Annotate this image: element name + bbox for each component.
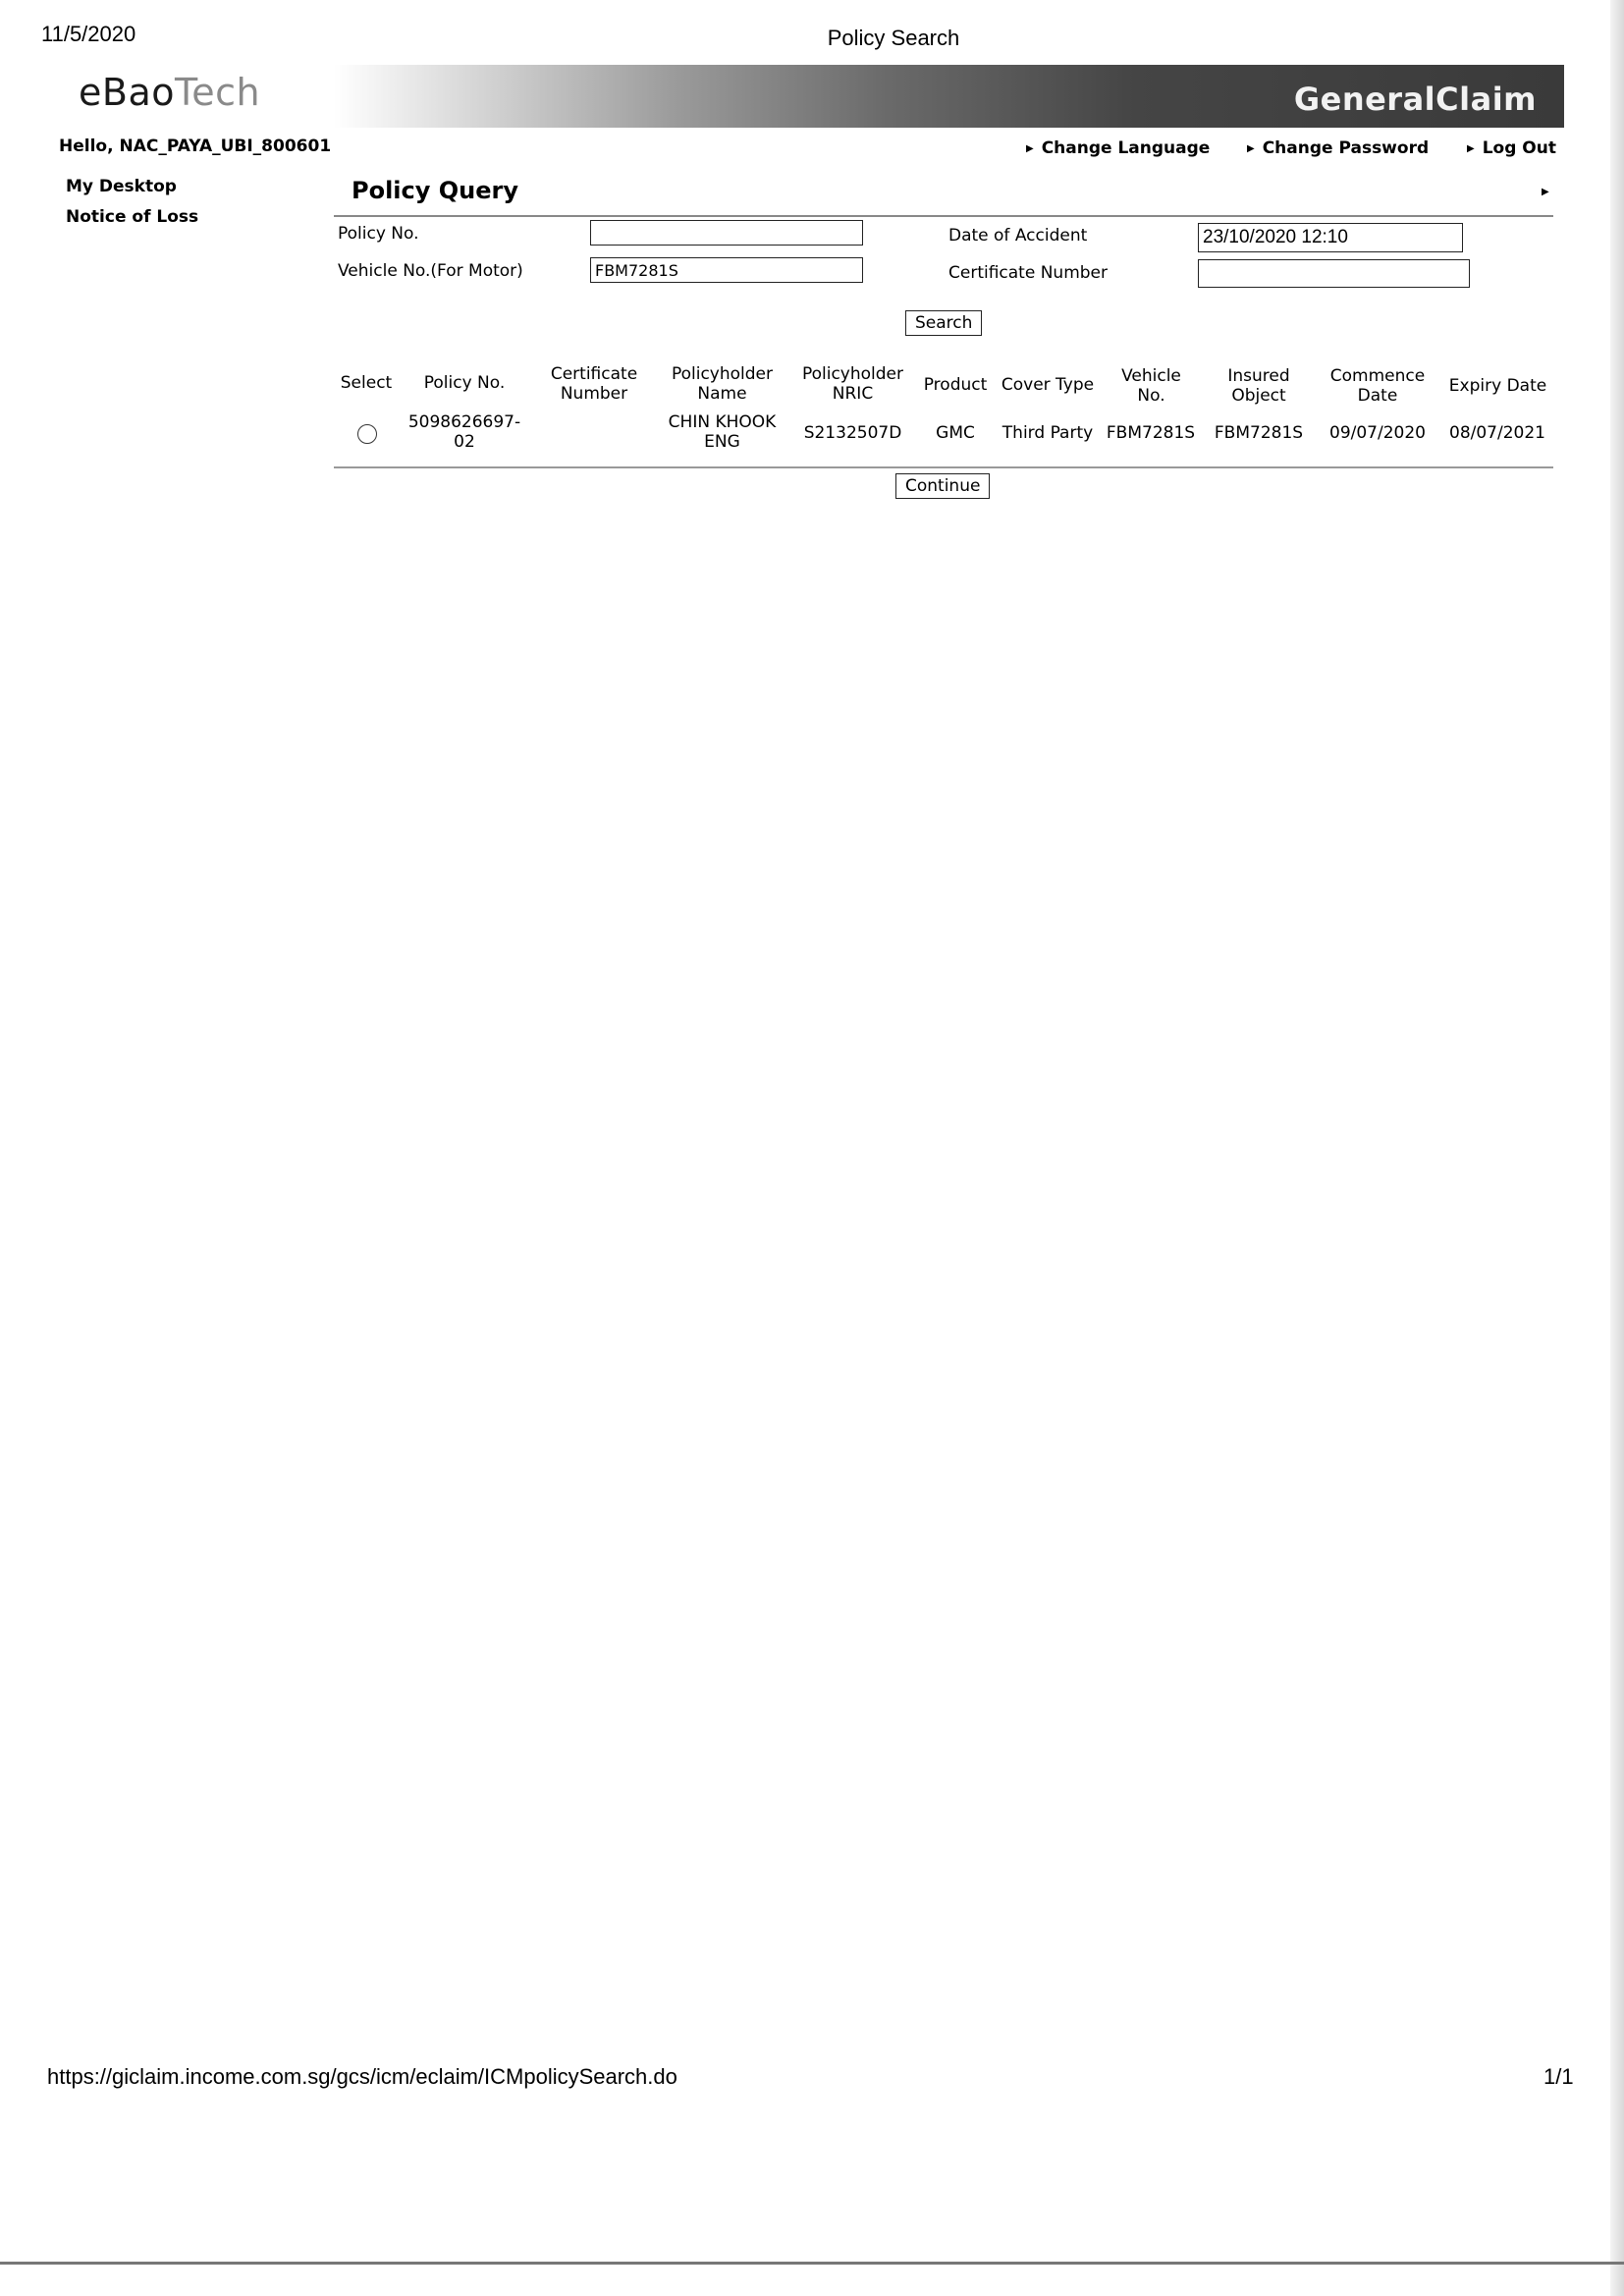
triangle-right-icon: ▶ [1026, 143, 1034, 154]
change-password-link[interactable] [1247, 138, 1429, 158]
col-header-vehicle-no [1105, 366, 1198, 406]
cell-policyholder-name [656, 412, 788, 452]
col-header-vehicle-line1: Vehicle [1121, 366, 1181, 386]
cell-cover-type: Third Party [1001, 423, 1094, 443]
col-header-policyholder-nric [791, 364, 914, 404]
policy-no-input[interactable] [590, 220, 863, 246]
print-header [0, 22, 1624, 51]
ebaotech-logo [79, 71, 260, 114]
vehicle-no-input[interactable] [590, 257, 863, 283]
col-header-commence-line2: Date [1357, 386, 1398, 406]
cell-policy-no [401, 412, 528, 452]
banner-title: GeneralClaim [1293, 81, 1537, 118]
col-header-holder-name-line2: Name [697, 384, 747, 404]
continue-button[interactable]: Continue [895, 473, 990, 499]
cell-product: GMC [936, 423, 975, 443]
col-header-commence-date [1324, 366, 1432, 406]
col-header-policy-no: Policy No. [423, 373, 506, 393]
col-header-commence-line1: Commence [1329, 366, 1426, 386]
scan-edge-bottom [0, 2262, 1624, 2265]
log-out-link[interactable] [1467, 138, 1556, 158]
print-footer-page: 1/1 [1543, 2064, 1574, 2089]
scan-edge-right [1610, 0, 1624, 2296]
triangle-right-icon: ▶ [1467, 143, 1475, 154]
col-header-certificate-line2: Number [560, 384, 628, 404]
logo-part-tech: Tech [174, 71, 261, 114]
sidebar-item-my-desktop[interactable]: My Desktop [66, 177, 177, 196]
print-date: 11/5/2020 [41, 22, 136, 46]
cell-policy-no-line1: 5098626697- [407, 412, 521, 432]
page-title: Policy Query [352, 177, 519, 204]
col-header-holder-nric-line1: Policyholder [801, 364, 904, 384]
certificate-number-label: Certificate Number [948, 263, 1108, 283]
col-header-insured-line1: Insured [1227, 366, 1290, 386]
top-links [0, 138, 1624, 162]
change-language-link[interactable] [1026, 138, 1210, 158]
cell-vehicle-no: FBM7281S [1106, 423, 1196, 443]
col-header-certificate-line1: Certificate [550, 364, 638, 384]
col-header-vehicle-line2: No. [1137, 386, 1165, 406]
sidebar [66, 177, 198, 238]
collapse-arrow-icon[interactable]: ▶ [1542, 187, 1549, 197]
cell-holder-name-line1: CHIN KHOOK [668, 412, 777, 432]
date-of-accident-input[interactable] [1198, 223, 1463, 252]
col-header-insured-line2: Object [1231, 386, 1286, 406]
policy-no-label: Policy No. [338, 224, 419, 244]
col-header-expiry-date: Expiry Date [1448, 376, 1547, 396]
col-header-holder-name-line1: Policyholder [671, 364, 774, 384]
change-language-label: Change Language [1041, 138, 1211, 158]
col-header-cover-type: Cover Type [1001, 375, 1095, 395]
section-divider [334, 215, 1553, 217]
vehicle-no-label: Vehicle No.(For Motor) [338, 261, 523, 281]
col-header-product: Product [923, 375, 988, 395]
col-header-insured-object [1210, 366, 1308, 406]
table-divider [334, 466, 1553, 468]
cell-commence-date: 09/07/2020 [1329, 423, 1426, 443]
col-header-select: Select [340, 373, 393, 393]
user-greeting: Hello, NAC_PAYA_UBI_800601 [59, 137, 332, 156]
cell-policy-no-line2: 02 [454, 432, 475, 452]
cell-holder-name-line2: ENG [704, 432, 740, 452]
cell-expiry-date: 08/07/2021 [1449, 423, 1545, 443]
triangle-right-icon: ▶ [1247, 143, 1255, 154]
date-of-accident-label: Date of Accident [948, 226, 1088, 246]
col-header-holder-nric-line2: NRIC [832, 384, 874, 404]
search-button[interactable]: Search [905, 310, 982, 336]
col-header-certificate-number [540, 364, 648, 404]
sidebar-item-notice-of-loss[interactable]: Notice of Loss [66, 207, 199, 227]
cell-policyholder-nric: S2132507D [803, 423, 902, 443]
certificate-number-input[interactable] [1198, 259, 1470, 288]
select-radio[interactable] [357, 424, 377, 444]
cell-insured-object: FBM7281S [1214, 423, 1304, 443]
col-header-policyholder-name [661, 364, 784, 404]
logo-part-ebao: eBao [79, 71, 175, 114]
header-banner [334, 65, 1564, 128]
log-out-label: Log Out [1482, 138, 1556, 158]
print-title: Policy Search [827, 26, 960, 50]
print-footer-url: https://giclaim.income.com.sg/gcs/icm/eclaim/ICMpolicySearch.do [47, 2064, 677, 2089]
change-password-label: Change Password [1262, 138, 1430, 158]
